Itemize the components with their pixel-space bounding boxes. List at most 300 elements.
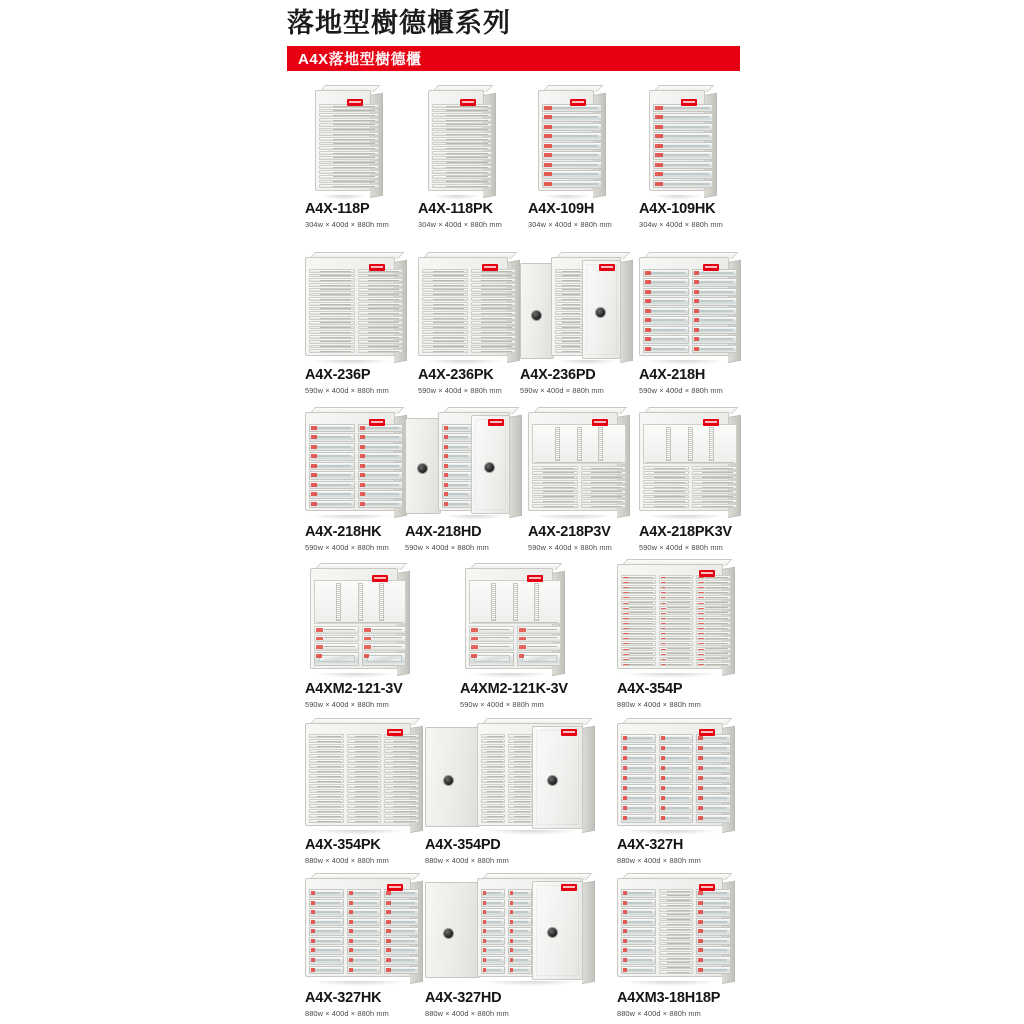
drawer-tall[interactable]	[659, 764, 694, 773]
drawer-tall[interactable]	[309, 937, 344, 946]
product-card[interactable]	[425, 870, 605, 1019]
drawer-thin[interactable]	[508, 749, 532, 753]
drawer-thin[interactable]	[347, 819, 382, 823]
drawer-thin[interactable]	[696, 595, 731, 599]
drawer-thin[interactable]	[422, 269, 468, 273]
drawer-tall[interactable]	[621, 918, 656, 927]
drawer-thin[interactable]	[696, 616, 731, 620]
drawer-thin[interactable]	[555, 335, 583, 339]
drawer-thin[interactable]	[309, 307, 355, 311]
drawer-thin[interactable]	[481, 754, 505, 758]
drawer-thin[interactable]	[347, 749, 382, 753]
drawer-tall[interactable]	[692, 297, 738, 305]
drawer-tall[interactable]	[692, 316, 738, 324]
drawer-thin[interactable]	[347, 734, 382, 738]
drawer-tall[interactable]	[542, 180, 602, 188]
drawer-thin[interactable]	[309, 311, 355, 315]
drawer-thin[interactable]	[432, 142, 492, 146]
drawer-tall[interactable]	[309, 956, 344, 965]
drawer-thin[interactable]	[659, 894, 694, 898]
drawer-thin[interactable]	[555, 293, 583, 297]
drawer-thin[interactable]	[309, 789, 344, 793]
drawer-thin[interactable]	[422, 340, 468, 344]
drawer-thin[interactable]	[555, 316, 583, 320]
drawer-thin[interactable]	[621, 616, 656, 620]
drawer-thin[interactable]	[581, 495, 627, 499]
drawer-thin[interactable]	[432, 132, 492, 136]
drawer-thin[interactable]	[471, 321, 517, 325]
drawer-thin[interactable]	[432, 175, 492, 179]
drawer-thin[interactable]	[358, 288, 404, 292]
drawer-tall[interactable]	[481, 918, 505, 927]
drawer-thin[interactable]	[659, 616, 694, 620]
drawer-tall[interactable]	[309, 889, 344, 898]
drawer-thin[interactable]	[347, 754, 382, 758]
drawer-tall[interactable]	[384, 937, 419, 946]
drawer-thin[interactable]	[432, 156, 492, 160]
drawer-thin[interactable]	[471, 316, 517, 320]
product-card[interactable]	[639, 86, 754, 230]
drawer-tall[interactable]	[659, 774, 694, 783]
drawer-thin[interactable]	[659, 903, 694, 907]
drawer-thin[interactable]	[659, 652, 694, 656]
drawer-thin[interactable]	[314, 626, 359, 634]
drawer-thin[interactable]	[347, 794, 382, 798]
drawer-tall[interactable]	[384, 946, 419, 955]
drawer-thin[interactable]	[471, 349, 517, 353]
drawer-thin[interactable]	[621, 595, 656, 599]
drawer-tall[interactable]	[653, 170, 713, 178]
drawer-thin[interactable]	[621, 575, 656, 579]
drawer-tall[interactable]	[309, 424, 355, 432]
drawer-thin[interactable]	[422, 297, 468, 301]
drawer-thin[interactable]	[581, 485, 627, 489]
drawer-thin[interactable]	[432, 180, 492, 184]
product-card[interactable]	[528, 404, 646, 553]
drawer-tall[interactable]	[442, 490, 472, 498]
drawer-thin[interactable]	[555, 307, 583, 311]
drawer-tall[interactable]	[696, 744, 731, 753]
drawer-tall[interactable]	[696, 956, 731, 965]
drawer-tall[interactable]	[347, 937, 382, 946]
drawer-thin[interactable]	[508, 769, 532, 773]
drawer-thin[interactable]	[659, 918, 694, 922]
drawer-tall[interactable]	[696, 814, 731, 823]
drawer-tall[interactable]	[508, 899, 532, 908]
drawer-thin[interactable]	[471, 345, 517, 349]
drawer-tall[interactable]	[692, 288, 738, 296]
drawer-thin[interactable]	[643, 504, 689, 508]
drawer-tall[interactable]	[696, 784, 731, 793]
drawer-thin[interactable]	[309, 734, 344, 738]
drawer-thin[interactable]	[471, 274, 517, 278]
drawer-tall[interactable]	[643, 307, 689, 315]
drawer-thin[interactable]	[581, 504, 627, 508]
drawer-tall[interactable]	[659, 784, 694, 793]
drawer-tall[interactable]	[442, 433, 472, 441]
drawer-thin[interactable]	[508, 739, 532, 743]
drawer-thin[interactable]	[471, 297, 517, 301]
drawer-thin[interactable]	[309, 349, 355, 353]
drawer-thin[interactable]	[481, 789, 505, 793]
drawer-thin[interactable]	[358, 302, 404, 306]
drawer-thin[interactable]	[532, 471, 578, 475]
drawer-thin[interactable]	[517, 643, 562, 651]
drawer-thin[interactable]	[481, 759, 505, 763]
drawer-tall[interactable]	[481, 946, 505, 955]
drawer-thin[interactable]	[432, 137, 492, 141]
drawer-tall[interactable]	[621, 927, 656, 936]
drawer-tall[interactable]	[653, 123, 713, 131]
drawer-thin[interactable]	[621, 636, 656, 640]
drawer-tall[interactable]	[696, 899, 731, 908]
drawer-thin[interactable]	[659, 611, 694, 615]
drawer-tall[interactable]	[309, 481, 355, 489]
drawer-thin[interactable]	[309, 819, 344, 823]
drawer-thin[interactable]	[508, 809, 532, 813]
drawer-tall[interactable]	[508, 956, 532, 965]
drawer-thin[interactable]	[422, 278, 468, 282]
drawer-thin[interactable]	[309, 739, 344, 743]
drawer-tall[interactable]	[481, 956, 505, 965]
drawer-thin[interactable]	[347, 779, 382, 783]
drawer-tall[interactable]	[659, 814, 694, 823]
drawer-thin[interactable]	[384, 799, 419, 803]
drawer-tall[interactable]	[696, 918, 731, 927]
drawer-thin[interactable]	[384, 744, 419, 748]
drawer-thin[interactable]	[309, 297, 355, 301]
drawer-thin[interactable]	[309, 321, 355, 325]
drawer-thin[interactable]	[696, 611, 731, 615]
drawer-tall[interactable]	[643, 345, 689, 353]
drawer-thin[interactable]	[358, 274, 404, 278]
drawer-thin[interactable]	[309, 759, 344, 763]
drawer-tall[interactable]	[659, 804, 694, 813]
drawer-thin[interactable]	[555, 274, 583, 278]
drawer-thin[interactable]	[362, 635, 407, 643]
drawer-thin[interactable]	[319, 123, 379, 127]
drawer-thin[interactable]	[358, 293, 404, 297]
drawer-thin[interactable]	[481, 779, 505, 783]
drawer-thin[interactable]	[692, 485, 738, 489]
drawer-tall[interactable]	[358, 433, 404, 441]
drawer-thin[interactable]	[319, 151, 379, 155]
drawer-tall[interactable]	[481, 966, 505, 975]
drawer-thin[interactable]	[696, 580, 731, 584]
drawer-thin[interactable]	[481, 804, 505, 808]
drawer-tall[interactable]	[643, 316, 689, 324]
drawer-thin[interactable]	[659, 626, 694, 630]
drawer-thin[interactable]	[659, 942, 694, 946]
drawer-thin[interactable]	[422, 288, 468, 292]
drawer-thin[interactable]	[358, 297, 404, 301]
drawer-thin[interactable]	[422, 349, 468, 353]
drawer-tall[interactable]	[653, 151, 713, 159]
drawer-tall[interactable]	[384, 956, 419, 965]
drawer-tall[interactable]	[358, 490, 404, 498]
drawer-thin[interactable]	[508, 784, 532, 788]
drawer-thin[interactable]	[469, 635, 514, 643]
drawer-thin[interactable]	[358, 330, 404, 334]
drawer-thin[interactable]	[471, 288, 517, 292]
drawer-thin[interactable]	[309, 288, 355, 292]
drawer-tall[interactable]	[309, 908, 344, 917]
drawer-tall[interactable]	[384, 899, 419, 908]
drawer-thin[interactable]	[309, 316, 355, 320]
drawer-thin[interactable]	[508, 759, 532, 763]
drawer-tall[interactable]	[442, 500, 472, 508]
drawer-thin[interactable]	[696, 641, 731, 645]
product-card[interactable]	[305, 870, 435, 1019]
drawer-thin[interactable]	[432, 151, 492, 155]
drawer-thin[interactable]	[659, 647, 694, 651]
drawer-thin[interactable]	[309, 744, 344, 748]
drawer-thin[interactable]	[696, 657, 731, 661]
drawer-thin[interactable]	[319, 175, 379, 179]
product-card[interactable]	[460, 559, 595, 710]
drawer-thin[interactable]	[621, 662, 656, 666]
drawer-thin[interactable]	[309, 804, 344, 808]
drawer-tall[interactable]	[696, 927, 731, 936]
drawer-thin[interactable]	[555, 283, 583, 287]
drawer-thin[interactable]	[358, 326, 404, 330]
drawer-thin[interactable]	[319, 156, 379, 160]
drawer-tall[interactable]	[442, 443, 472, 451]
product-card[interactable]	[305, 715, 435, 866]
drawer-thin[interactable]	[309, 784, 344, 788]
drawer-thin[interactable]	[581, 490, 627, 494]
drawer-thin[interactable]	[347, 804, 382, 808]
drawer-thin[interactable]	[432, 128, 492, 132]
drawer-thin[interactable]	[508, 744, 532, 748]
drawer-tall[interactable]	[508, 946, 532, 955]
drawer-tall[interactable]	[309, 927, 344, 936]
drawer-tall[interactable]	[309, 490, 355, 498]
drawer-thin[interactable]	[481, 739, 505, 743]
drawer-thin[interactable]	[471, 302, 517, 306]
drawer-tall[interactable]	[358, 443, 404, 451]
drawer-tall[interactable]	[508, 927, 532, 936]
drawer-thin[interactable]	[471, 311, 517, 315]
drawer-thin[interactable]	[319, 118, 379, 122]
drawer-thin[interactable]	[508, 734, 532, 738]
drawer-thin[interactable]	[659, 899, 694, 903]
drawer-thin[interactable]	[471, 278, 517, 282]
drawer-thin[interactable]	[319, 165, 379, 169]
drawer-tall[interactable]	[621, 966, 656, 975]
drawer-thin[interactable]	[309, 335, 355, 339]
drawer-thin[interactable]	[692, 466, 738, 470]
drawer-thin[interactable]	[319, 128, 379, 132]
drawer-thin[interactable]	[319, 132, 379, 136]
drawer-thin[interactable]	[659, 641, 694, 645]
drawer-thin[interactable]	[309, 326, 355, 330]
drawer-thin[interactable]	[384, 779, 419, 783]
drawer-thin[interactable]	[422, 335, 468, 339]
drawer-thin[interactable]	[432, 184, 492, 188]
product-card[interactable]	[617, 559, 747, 710]
drawer-thin[interactable]	[508, 799, 532, 803]
drawer-tall[interactable]	[621, 946, 656, 955]
drawer-thin[interactable]	[309, 799, 344, 803]
drawer-thin[interactable]	[347, 784, 382, 788]
drawer-tall[interactable]	[442, 452, 472, 460]
drawer-thin[interactable]	[422, 345, 468, 349]
drawer-thin[interactable]	[696, 621, 731, 625]
drawer-tall[interactable]	[362, 652, 407, 666]
drawer-thin[interactable]	[696, 647, 731, 651]
product-card[interactable]	[528, 86, 638, 230]
drawer-thin[interactable]	[555, 349, 583, 353]
drawer-tall[interactable]	[696, 764, 731, 773]
drawer-tall[interactable]	[384, 908, 419, 917]
drawer-thin[interactable]	[692, 504, 738, 508]
drawer-thin[interactable]	[384, 809, 419, 813]
drawer-thin[interactable]	[696, 606, 731, 610]
drawer-tall[interactable]	[542, 170, 602, 178]
product-card[interactable]	[639, 404, 769, 553]
drawer-tall[interactable]	[309, 443, 355, 451]
drawer-thin[interactable]	[469, 643, 514, 651]
drawer-thin[interactable]	[471, 283, 517, 287]
drawer-tall[interactable]	[621, 764, 656, 773]
drawer-thin[interactable]	[659, 922, 694, 926]
drawer-thin[interactable]	[358, 349, 404, 353]
drawer-thin[interactable]	[659, 966, 694, 970]
drawer-thin[interactable]	[659, 636, 694, 640]
drawer-tall[interactable]	[347, 956, 382, 965]
drawer-thin[interactable]	[555, 278, 583, 282]
drawer-thin[interactable]	[659, 606, 694, 610]
drawer-thin[interactable]	[532, 476, 578, 480]
drawer-tall[interactable]	[508, 908, 532, 917]
drawer-thin[interactable]	[508, 794, 532, 798]
drawer-thin[interactable]	[555, 330, 583, 334]
drawer-thin[interactable]	[659, 621, 694, 625]
drawer-tall[interactable]	[542, 142, 602, 150]
drawer-tall[interactable]	[696, 908, 731, 917]
drawer-thin[interactable]	[309, 779, 344, 783]
drawer-thin[interactable]	[319, 137, 379, 141]
drawer-thin[interactable]	[643, 480, 689, 484]
drawer-thin[interactable]	[347, 809, 382, 813]
drawer-thin[interactable]	[481, 819, 505, 823]
drawer-thin[interactable]	[555, 311, 583, 315]
drawer-thin[interactable]	[422, 311, 468, 315]
drawer-tall[interactable]	[358, 462, 404, 470]
drawer-tall[interactable]	[696, 754, 731, 763]
product-card[interactable]	[305, 86, 415, 230]
drawer-tall[interactable]	[517, 652, 562, 666]
drawer-thin[interactable]	[422, 274, 468, 278]
drawer-thin[interactable]	[659, 951, 694, 955]
drawer-tall[interactable]	[696, 794, 731, 803]
drawer-thin[interactable]	[659, 956, 694, 960]
drawer-thin[interactable]	[659, 590, 694, 594]
drawer-thin[interactable]	[319, 180, 379, 184]
drawer-thin[interactable]	[696, 662, 731, 666]
drawer-tall[interactable]	[358, 481, 404, 489]
drawer-thin[interactable]	[309, 283, 355, 287]
drawer-tall[interactable]	[692, 326, 738, 334]
drawer-thin[interactable]	[432, 170, 492, 174]
drawer-thin[interactable]	[643, 495, 689, 499]
drawer-thin[interactable]	[422, 316, 468, 320]
drawer-thin[interactable]	[621, 647, 656, 651]
drawer-thin[interactable]	[659, 631, 694, 635]
drawer-thin[interactable]	[471, 335, 517, 339]
drawer-tall[interactable]	[309, 462, 355, 470]
drawer-thin[interactable]	[469, 626, 514, 634]
drawer-thin[interactable]	[358, 307, 404, 311]
drawer-tall[interactable]	[309, 899, 344, 908]
drawer-thin[interactable]	[621, 626, 656, 630]
drawer-thin[interactable]	[471, 340, 517, 344]
drawer-thin[interactable]	[555, 345, 583, 349]
drawer-thin[interactable]	[432, 165, 492, 169]
drawer-thin[interactable]	[659, 970, 694, 974]
product-card[interactable]	[305, 247, 417, 396]
drawer-thin[interactable]	[621, 641, 656, 645]
drawer-thin[interactable]	[621, 601, 656, 605]
drawer-tall[interactable]	[542, 151, 602, 159]
drawer-thin[interactable]	[432, 161, 492, 165]
drawer-thin[interactable]	[432, 146, 492, 150]
drawer-tall[interactable]	[643, 269, 689, 277]
drawer-tall[interactable]	[358, 452, 404, 460]
drawer-thin[interactable]	[659, 961, 694, 965]
drawer-thin[interactable]	[659, 575, 694, 579]
product-card[interactable]	[639, 247, 757, 396]
drawer-thin[interactable]	[432, 113, 492, 117]
drawer-tall[interactable]	[542, 113, 602, 121]
drawer-tall[interactable]	[442, 424, 472, 432]
drawer-tall[interactable]	[621, 814, 656, 823]
drawer-thin[interactable]	[659, 889, 694, 893]
drawer-tall[interactable]	[347, 889, 382, 898]
drawer-thin[interactable]	[384, 774, 419, 778]
drawer-tall[interactable]	[542, 123, 602, 131]
drawer-thin[interactable]	[659, 946, 694, 950]
drawer-thin[interactable]	[555, 302, 583, 306]
drawer-tall[interactable]	[653, 161, 713, 169]
drawer-thin[interactable]	[319, 109, 379, 113]
drawer-thin[interactable]	[471, 293, 517, 297]
drawer-thin[interactable]	[508, 819, 532, 823]
drawer-thin[interactable]	[508, 779, 532, 783]
drawer-thin[interactable]	[481, 744, 505, 748]
product-card[interactable]	[520, 247, 640, 396]
drawer-thin[interactable]	[621, 606, 656, 610]
drawer-tall[interactable]	[653, 142, 713, 150]
drawer-tall[interactable]	[481, 899, 505, 908]
drawer-thin[interactable]	[692, 490, 738, 494]
drawer-thin[interactable]	[508, 789, 532, 793]
drawer-thin[interactable]	[314, 643, 359, 651]
drawer-tall[interactable]	[309, 433, 355, 441]
drawer-thin[interactable]	[659, 927, 694, 931]
cabinet-door[interactable]	[471, 415, 510, 514]
drawer-thin[interactable]	[481, 769, 505, 773]
drawer-thin[interactable]	[309, 814, 344, 818]
drawer-thin[interactable]	[422, 321, 468, 325]
drawer-thin[interactable]	[384, 759, 419, 763]
drawer-tall[interactable]	[643, 326, 689, 334]
drawer-thin[interactable]	[309, 769, 344, 773]
drawer-thin[interactable]	[358, 345, 404, 349]
drawer-tall[interactable]	[347, 966, 382, 975]
drawer-thin[interactable]	[358, 316, 404, 320]
